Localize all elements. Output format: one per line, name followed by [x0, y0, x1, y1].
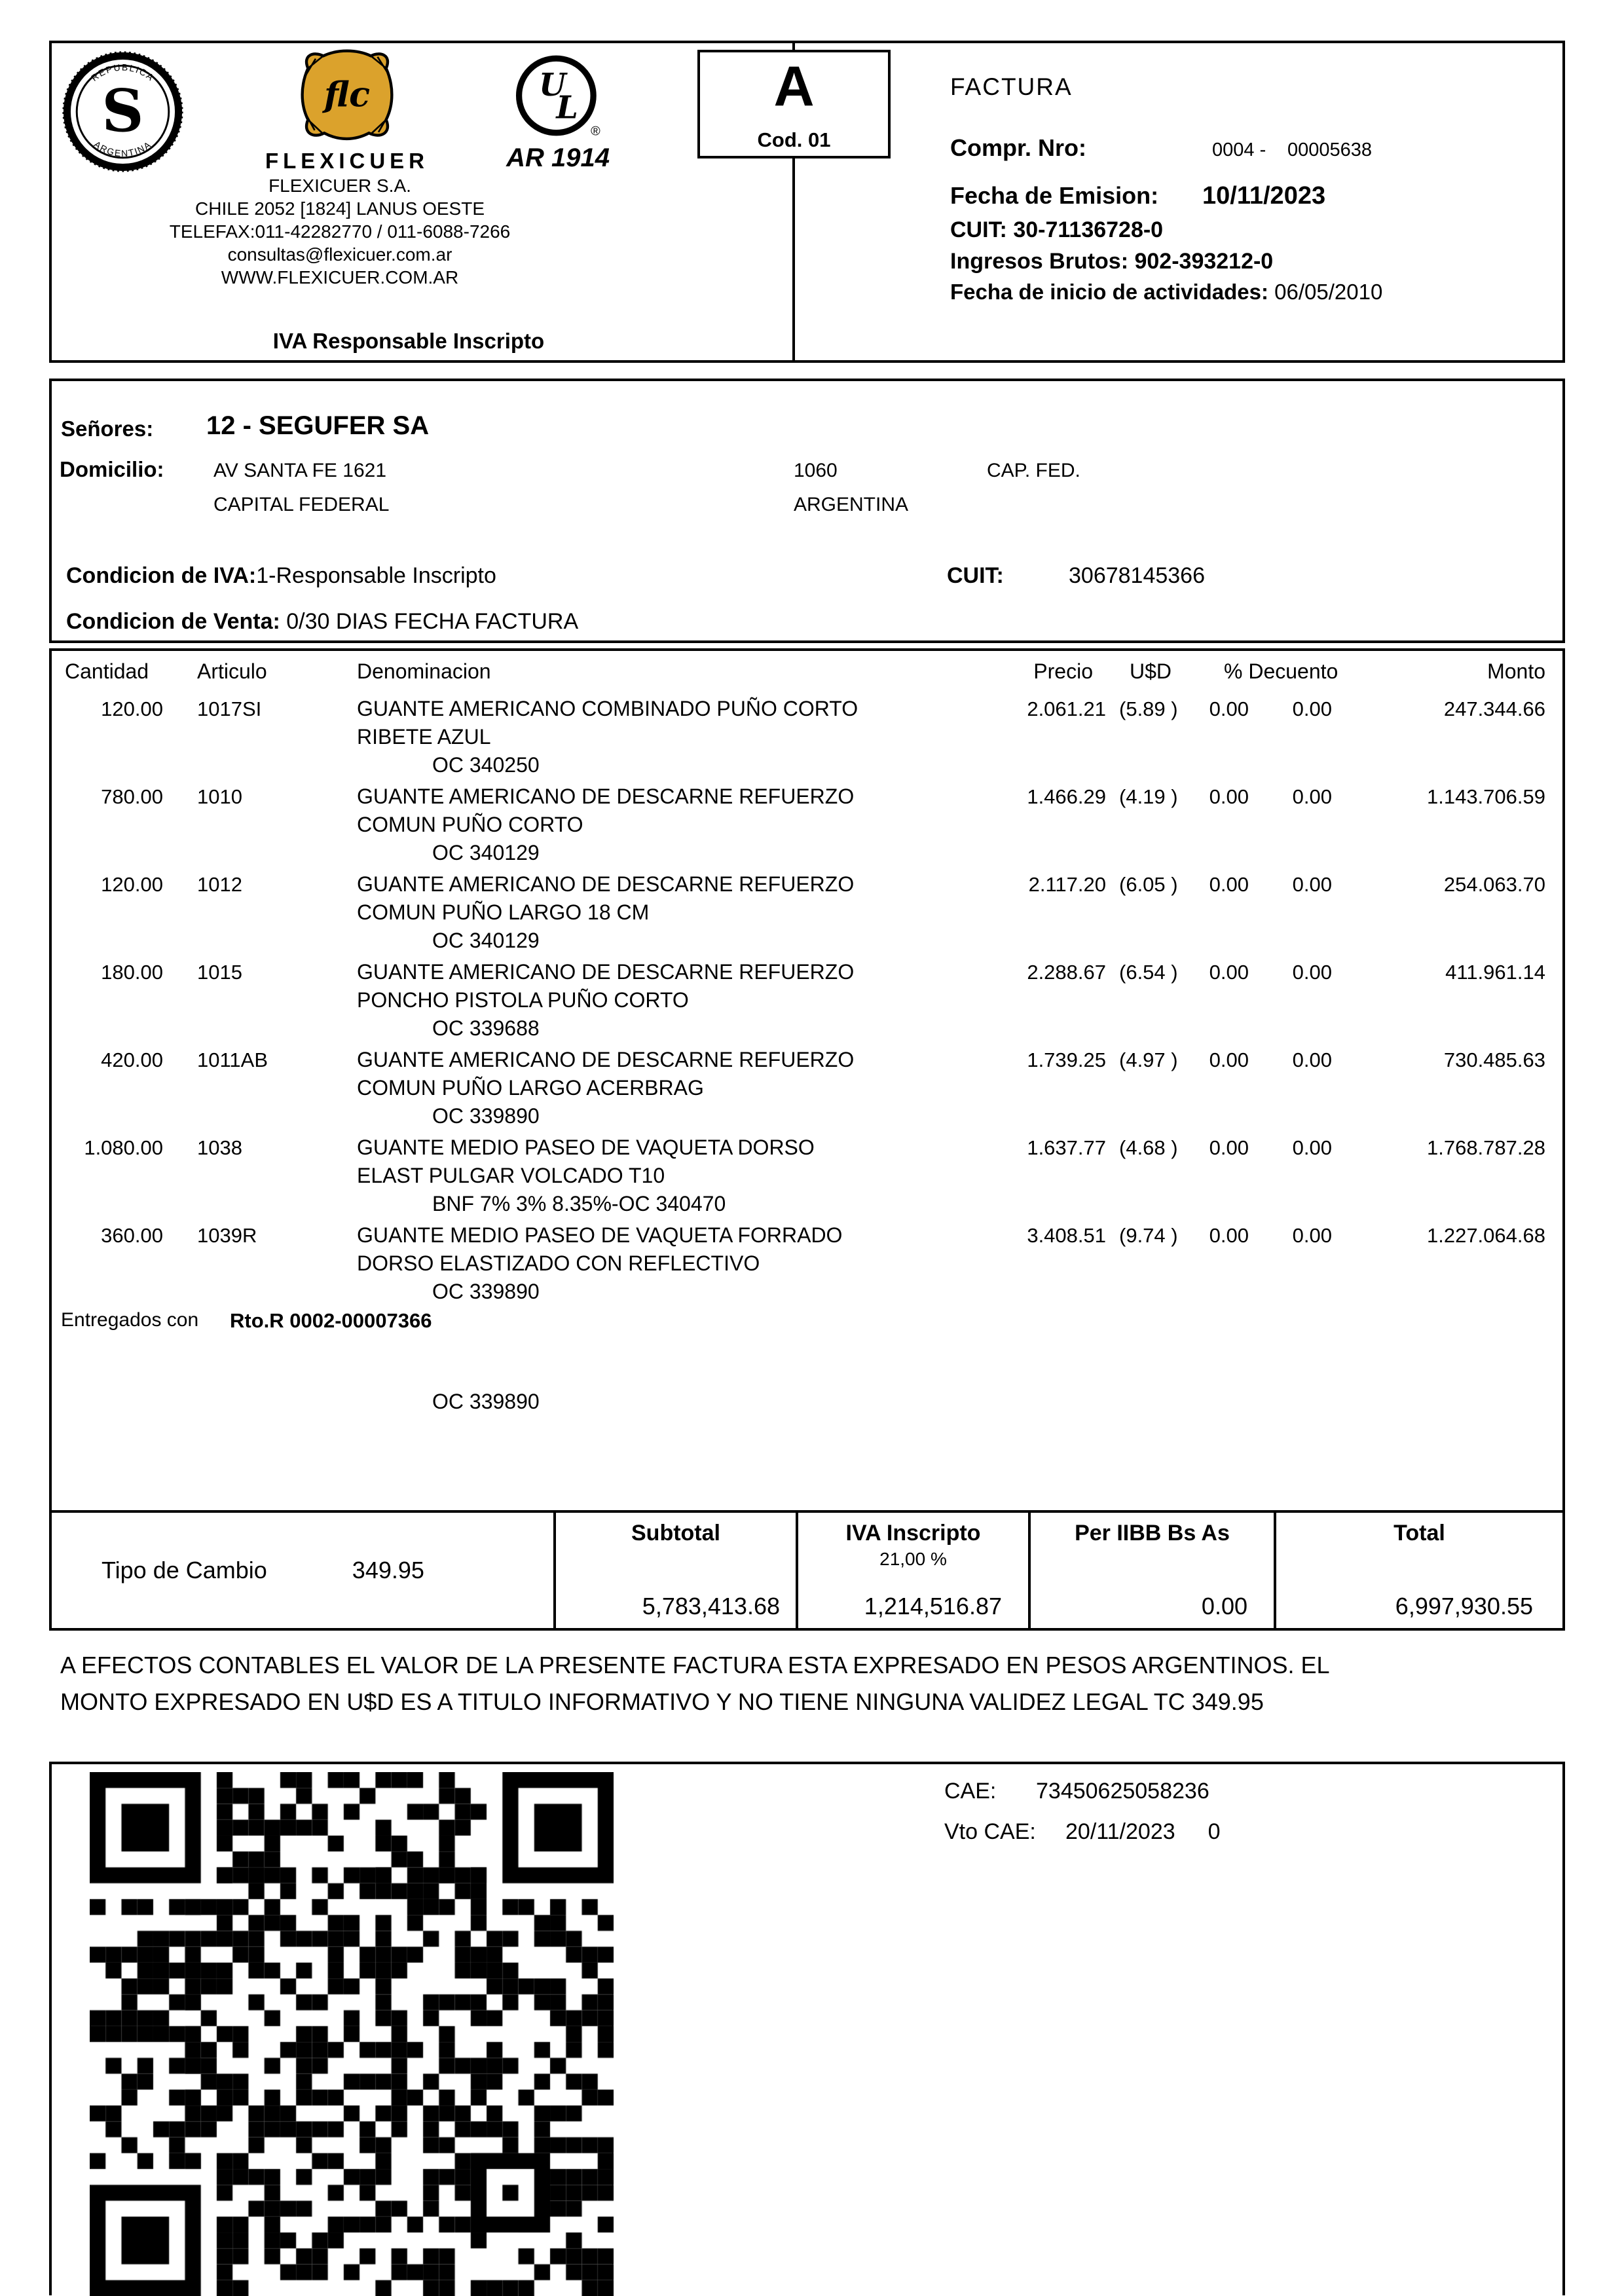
- iva-condition-value: 1-Responsable Inscripto: [256, 563, 496, 588]
- cae-value: 73450625058236: [1036, 1779, 1209, 1804]
- emission-date-line: [950, 182, 1325, 210]
- emission-date-value: 10/11/2023: [1202, 182, 1326, 210]
- qty-cell: 120.00: [101, 697, 163, 720]
- descuento-cell: 0.00: [1292, 785, 1332, 808]
- items-rows: [52, 695, 1562, 1337]
- company-iva-status: IVA Responsable Inscripto: [272, 329, 545, 353]
- company-cuit-line: CUIT: 30-71136728-0: [950, 217, 1164, 242]
- oc-reference: OC 339890: [432, 1104, 540, 1128]
- articulo-cell: 1015: [197, 961, 242, 984]
- emission-date-label: Fecha de Emision:: [950, 182, 1159, 209]
- descuento-cell: 0.00: [1292, 1136, 1332, 1159]
- header-descuento: % Decuento: [1224, 659, 1338, 683]
- registered-mark: ®: [591, 124, 600, 139]
- ul-caption: AR 1914: [506, 143, 610, 172]
- footer-section: [49, 1762, 1565, 2295]
- exchange-rate-label: Tipo de Cambio: [101, 1557, 267, 1583]
- table-row: [52, 695, 1562, 779]
- iibb-cell: [1028, 1513, 1274, 1628]
- header-cantidad: Cantidad: [65, 659, 149, 683]
- cae-expiry-value: 20/11/2023: [1065, 1819, 1175, 1844]
- articulo-cell: 1010: [197, 785, 242, 808]
- customer-cuit-value: 30678145366: [1069, 563, 1206, 588]
- subtotal-cell: [553, 1513, 796, 1628]
- company-address: CHILE 2052 [1824] LANUS OESTE: [195, 198, 485, 219]
- legal-note: [60, 1647, 1566, 1720]
- legal-line-2: MONTO EXPRESADO EN U$D ES A TITULO INFORMATIVO Y NO TIENE NINGUNA VALIDEZ LEGAL TC 349.95: [60, 1688, 1264, 1715]
- invoice-number-line: [950, 134, 1372, 162]
- seal-top-text: REPUBLICA: [89, 62, 157, 83]
- cae-expiry-line: [944, 1819, 1221, 1845]
- pct-cell: 0.00: [1209, 1224, 1249, 1247]
- customer-country: ARGENTINA: [794, 494, 909, 515]
- precio-cell: 1.637.77: [1027, 1136, 1106, 1159]
- oc-reference: OC 339688: [432, 1016, 540, 1040]
- oc-reference: OC 340250: [432, 753, 540, 777]
- denominacion-cell: GUANTE AMERICANO DE DESCARNE REFUERZO COMUN PUÑO CORTO OC 340129: [327, 783, 988, 867]
- seal-letter: S: [101, 77, 144, 145]
- denominacion-cell: GUANTE AMERICANO COMBINADO PUÑO CORTO RIBETE AZUL OC 340250: [327, 695, 988, 779]
- exchange-rate-cell: [52, 1513, 553, 1628]
- header-section: [49, 41, 1565, 363]
- cae-expiry-extra: 0: [1208, 1819, 1221, 1844]
- oc-reference: OC 340129: [432, 929, 540, 952]
- header-articulo: Articulo: [197, 659, 267, 683]
- seal-bottom-text: ARGENTINA: [92, 138, 154, 159]
- monto-cell: 730.485.63: [1443, 1048, 1545, 1071]
- customer-label: Señores:: [61, 417, 154, 441]
- pct-cell: 0.00: [1209, 1136, 1249, 1159]
- qty-cell: 180.00: [101, 961, 163, 984]
- articulo-cell: 1017SI: [197, 697, 262, 720]
- invoice-title: FACTURA: [950, 73, 1073, 100]
- articulo-cell: 1012: [197, 873, 242, 896]
- total-label: Total: [1393, 1521, 1445, 1546]
- qty-cell: 420.00: [101, 1048, 163, 1071]
- table-row: [52, 1221, 1562, 1306]
- cae-expiry-label: Vto CAE:: [944, 1819, 1036, 1844]
- company-name: FLEXICUER S.A.: [268, 176, 411, 196]
- ul-mark-icon: [515, 52, 601, 139]
- usd-cell: (5.89 ): [1119, 697, 1178, 720]
- qty-cell: 120.00: [101, 873, 163, 896]
- oc-reference: OC 340129: [432, 841, 540, 864]
- customer-zip: 1060: [794, 460, 838, 481]
- precio-cell: 2.288.67: [1027, 961, 1106, 984]
- qty-cell: 360.00: [101, 1224, 163, 1247]
- extra-oc-reference: OC 339890: [432, 1390, 540, 1413]
- total-cell: [1274, 1513, 1562, 1628]
- precio-cell: 2.117.20: [1028, 873, 1106, 896]
- iibb-value: 0.00: [1201, 1593, 1247, 1620]
- invoice-type-letter: A: [773, 55, 815, 118]
- iva-cell: [796, 1513, 1028, 1628]
- qty-cell: 780.00: [101, 785, 163, 808]
- invoice-type-code: Cod. 01: [757, 128, 831, 151]
- company-info: [52, 174, 628, 289]
- total-value: 6,997,930.55: [1395, 1593, 1533, 1620]
- table-row: [52, 870, 1562, 955]
- header-monto: Monto: [1487, 659, 1545, 683]
- pct-cell: 0.00: [1209, 697, 1249, 720]
- precio-cell: 3.408.51: [1027, 1224, 1106, 1247]
- descuento-cell: 0.00: [1292, 873, 1332, 896]
- descuento-cell: 0.00: [1292, 961, 1332, 984]
- company-email: consultas@flexicuer.com.ar: [227, 244, 452, 265]
- totals-section: [49, 1513, 1565, 1631]
- usd-cell: (6.05 ): [1119, 873, 1178, 896]
- usd-cell: (6.54 ): [1119, 961, 1178, 984]
- qr-code: [90, 1772, 614, 2296]
- iva-condition-line: [66, 563, 496, 589]
- company-telefax: TELEFAX:011-42282770 / 011-6088-7266: [169, 221, 511, 242]
- descuento-cell: 0.00: [1292, 1048, 1332, 1071]
- customer-address: AV SANTA FE 1621: [213, 460, 387, 481]
- pct-cell: 0.00: [1209, 785, 1249, 808]
- delivery-note-number: Rto.R 0002-00007366: [230, 1309, 432, 1332]
- monto-cell: 411.961.14: [1445, 961, 1545, 984]
- table-row: [52, 783, 1562, 867]
- ul-letter-u: U: [538, 67, 566, 103]
- items-header-row: [52, 657, 1562, 686]
- precio-cell: 2.061.21: [1027, 697, 1106, 720]
- customer-city: CAPITAL FEDERAL: [213, 494, 390, 515]
- iva-value: 1,214,516.87: [864, 1593, 1002, 1620]
- flexicuer-wordmark: FLEXICUER: [265, 149, 429, 173]
- sale-condition-value: 0/30 DIAS FECHA FACTURA: [280, 609, 579, 634]
- customer-region: CAP. FED.: [987, 460, 1080, 481]
- articulo-cell: 1038: [197, 1136, 242, 1159]
- sale-condition-line: [66, 609, 578, 635]
- invoice-number-label: Compr. Nro:: [950, 134, 1087, 161]
- denominacion-cell: GUANTE MEDIO PASEO DE VAQUETA DORSO ELAST PULGAR VOLCADO T10 BNF 7% 3% 8.35%-OC 340470: [327, 1134, 988, 1218]
- company-website: WWW.FLEXICUER.COM.AR: [221, 267, 459, 287]
- customer-name: 12 - SEGUFER SA: [206, 411, 430, 440]
- iva-condition-label: Condicion de IVA:: [66, 563, 257, 588]
- activity-start-label: Fecha de inicio de actividades:: [950, 280, 1268, 304]
- argentina-seal-icon: [62, 51, 183, 172]
- precio-cell: 1.739.25: [1027, 1048, 1106, 1071]
- denominacion-cell: GUANTE MEDIO PASEO DE VAQUETA FORRADO DORSO ELASTIZADO CON REFLECTIVO OC 339890: [327, 1221, 988, 1306]
- table-row: [52, 958, 1562, 1043]
- monto-cell: 1.143.706.59: [1426, 785, 1545, 808]
- activity-start-value: 06/05/2010: [1268, 280, 1383, 304]
- delivery-note-label: Entregados con: [61, 1309, 199, 1331]
- pct-cell: 0.00: [1209, 1048, 1249, 1071]
- cae-label: CAE:: [944, 1779, 997, 1804]
- cae-line: [944, 1779, 1209, 1804]
- subtotal-label: Subtotal: [631, 1521, 720, 1546]
- usd-cell: (9.74 ): [1119, 1224, 1178, 1247]
- monto-cell: 247.344.66: [1443, 697, 1545, 720]
- descuento-cell: 0.00: [1292, 1224, 1332, 1247]
- header-denominacion: Denominacion: [357, 659, 491, 683]
- header-usd: U$D: [1130, 659, 1172, 683]
- monto-cell: 1.227.064.68: [1426, 1224, 1545, 1247]
- table-row: [52, 1134, 1562, 1218]
- qty-cell: 1.080.00: [84, 1136, 163, 1159]
- invoice-type-box: [697, 50, 891, 158]
- denominacion-cell: GUANTE AMERICANO DE DESCARNE REFUERZO PONCHO PISTOLA PUÑO CORTO OC 339688: [327, 958, 988, 1043]
- flexicuer-shield-icon: [295, 46, 399, 144]
- monto-cell: 1.768.787.28: [1426, 1136, 1545, 1159]
- customer-cuit-label: CUIT:: [947, 563, 1004, 588]
- activity-start-line: [950, 280, 1382, 305]
- flexicuer-shield-text: flc: [324, 75, 370, 115]
- flexicuer-logo: [249, 46, 445, 174]
- ul-logo: [492, 52, 623, 173]
- iva-label: IVA Inscripto: [845, 1521, 981, 1546]
- pct-cell: 0.00: [1209, 873, 1249, 896]
- address-label: Domicilio:: [60, 457, 164, 481]
- pct-cell: 0.00: [1209, 961, 1249, 984]
- iva-rate: 21,00 %: [879, 1549, 947, 1569]
- monto-cell: 254.063.70: [1443, 873, 1545, 896]
- articulo-cell: 1011AB: [197, 1048, 268, 1071]
- bnf-reference: BNF 7% 3% 8.35%-OC 340470: [432, 1192, 726, 1215]
- customer-section: [49, 379, 1565, 643]
- oc-reference: OC 339890: [432, 1280, 540, 1303]
- exchange-rate-value: 349.95: [352, 1557, 424, 1583]
- precio-cell: 1.466.29: [1027, 785, 1106, 808]
- usd-cell: (4.97 ): [1119, 1048, 1178, 1071]
- delivery-note-line: [52, 1309, 1562, 1337]
- header-precio: Precio: [1033, 659, 1093, 683]
- usd-cell: (4.68 ): [1119, 1136, 1178, 1159]
- gross-income-line: Ingresos Brutos: 902-393212-0: [950, 249, 1274, 274]
- iibb-label: Per IIBB Bs As: [1075, 1521, 1230, 1546]
- sale-condition-label: Condicion de Venta:: [66, 609, 280, 634]
- items-section: [49, 648, 1565, 1513]
- invoice-number-value: 00005638: [1287, 139, 1373, 160]
- descuento-cell: 0.00: [1292, 697, 1332, 720]
- ul-letter-l: L: [556, 89, 578, 126]
- subtotal-value: 5,783,413.68: [642, 1593, 780, 1620]
- denominacion-cell: GUANTE AMERICANO DE DESCARNE REFUERZO COMUN PUÑO LARGO 18 CM OC 340129: [327, 870, 988, 955]
- table-row: [52, 1046, 1562, 1130]
- denominacion-cell: GUANTE AMERICANO DE DESCARNE REFUERZO COMUN PUÑO LARGO ACERBRAG OC 339890: [327, 1046, 988, 1130]
- invoice-number-prefix: 0004 -: [1212, 139, 1266, 160]
- usd-cell: (4.19 ): [1119, 785, 1178, 808]
- legal-line-1: A EFECTOS CONTABLES EL VALOR DE LA PRESENTE FACTURA ESTA EXPRESADO EN PESOS ARGENTINOS. EL: [60, 1652, 1330, 1678]
- articulo-cell: 1039R: [197, 1224, 257, 1247]
